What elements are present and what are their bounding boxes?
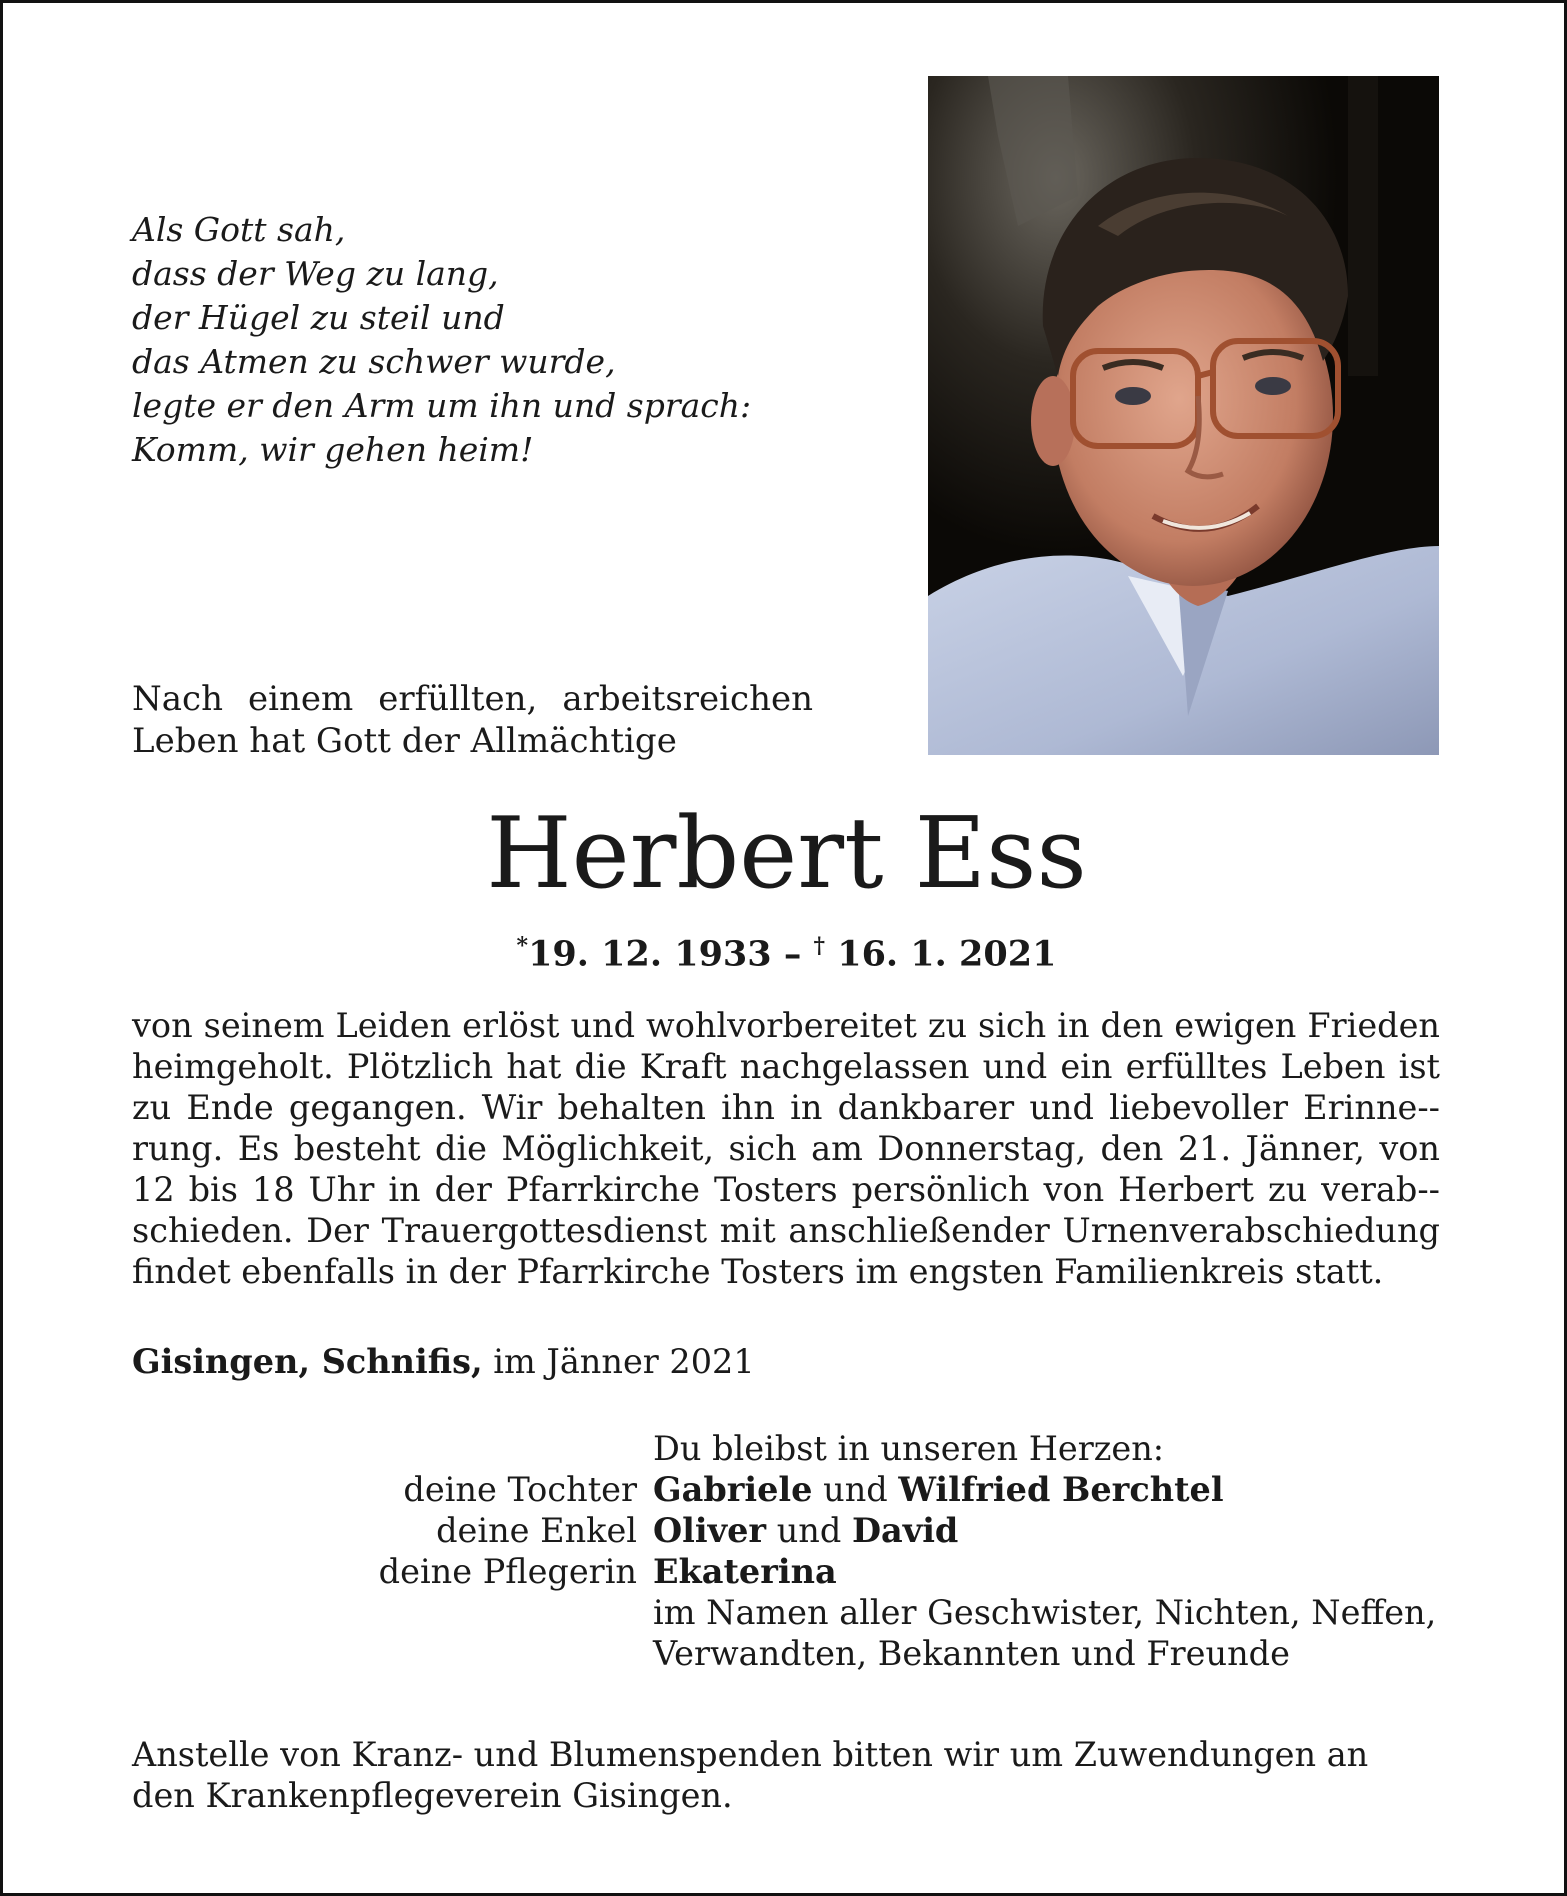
mourner-joiner: und xyxy=(766,1511,852,1550)
portrait-illustration xyxy=(928,76,1439,755)
intro-line: Leben hat Gott der Allmächtige xyxy=(132,721,677,761)
poem-line: dass der Weg zu lang, xyxy=(132,254,499,293)
mourner-row xyxy=(132,1469,1452,1510)
mourner-names xyxy=(653,1469,1224,1510)
mourner-relation: deine Tochter xyxy=(403,1470,637,1509)
mourners-others: im Namen aller Geschwister, Nichten, Neffen, xyxy=(653,1593,1437,1632)
mourner-relation: deine Enkel xyxy=(436,1511,637,1550)
poem-line: Komm, wir gehen heim! xyxy=(132,430,534,469)
mourner-name: Ekaterina xyxy=(653,1552,837,1591)
mourner-name: Oliver xyxy=(653,1511,767,1550)
death-symbol: † xyxy=(813,933,826,959)
mourners-others-row xyxy=(132,1633,1452,1674)
mourners-others-row xyxy=(132,1592,1452,1633)
place-date: im Jänner 2021 xyxy=(482,1342,755,1381)
mourners-heading-row xyxy=(132,1428,1452,1469)
life-dates xyxy=(3,923,1567,978)
mourner-name: Gabriele xyxy=(653,1470,813,1509)
mourners-heading: Du bleibst in unseren Herzen: xyxy=(653,1429,1165,1468)
mourner-row xyxy=(132,1551,1452,1592)
place-towns: Gisingen, Schnifis, xyxy=(132,1342,483,1381)
mourners-others: Verwandten, Bekannten und Freunde xyxy=(653,1634,1290,1673)
birth-date: 19. 12. 1933 xyxy=(528,933,772,975)
donation-request: Anstelle von Kranz- und Blumenspenden bitten wir um Zuwendungen an den Krankenpflegeverein Gisingen. xyxy=(132,1735,1369,1815)
poem-line: das Atmen zu schwer wurde, xyxy=(132,342,616,381)
mourner-names xyxy=(653,1510,958,1551)
mourner-name: Wilfried Berchtel xyxy=(898,1470,1224,1509)
portrait-photo xyxy=(928,76,1439,755)
poem-line: der Hügel zu steil und xyxy=(132,298,505,337)
mourner-names xyxy=(653,1551,837,1592)
mourner-relation: deine Pflegerin xyxy=(378,1552,637,1591)
mourners-block xyxy=(132,1428,1452,1674)
poem-line: Als Gott sah, xyxy=(132,210,346,249)
mourner-joiner: und xyxy=(812,1470,899,1509)
death-date: 16. 1. 2021 xyxy=(837,933,1057,975)
mourner-row xyxy=(132,1510,1452,1551)
intro-text xyxy=(132,678,813,762)
obituary-body: von seinem Leiden erlöst und wohlvorbereitet zu sich in den ewigen Frieden heimgeholt. Plötzlich hat die Kraft nachgelassen und ein erfülltes Leben ist zu Ende gegangen. Wir behalten ihn in dankbarer und liebevoller Erinne-rung. Es besteht die Möglichkeit, sich am Donnerstag, den 21. Jänner, von 12 bis 18 Uhr in der Pfarrkirche Tosters persönlich von Herbert zu verab-schieden. Der Trauergottesdienst mit anschließender Urnenverabschiedung findet ebenfalls in der Pfarrkirche Tosters im engsten Familienkreis statt. xyxy=(132,1006,1440,1291)
mourner-name: David xyxy=(851,1511,959,1550)
poem-line: legte er den Arm um ihn und sprach: xyxy=(132,386,752,425)
place-and-date xyxy=(132,1341,755,1383)
intro-line: Nach einem erfüllten, arbeitsreichen xyxy=(132,679,813,719)
memorial-poem xyxy=(132,208,752,472)
date-separator: – xyxy=(771,933,814,975)
deceased-name: Herbert Ess xyxy=(486,797,1087,911)
birth-symbol: * xyxy=(516,933,529,959)
